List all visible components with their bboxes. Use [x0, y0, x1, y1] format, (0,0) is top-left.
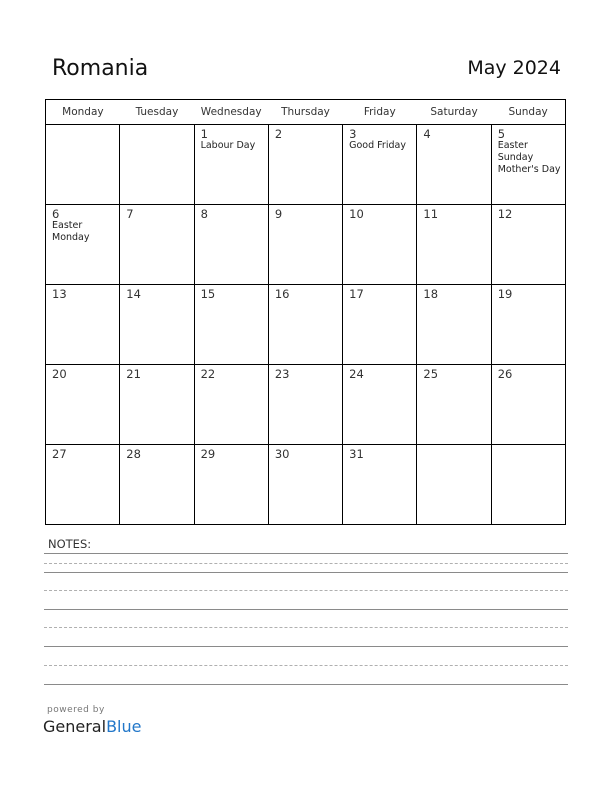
day-cell: [194, 365, 268, 445]
day-number: 3: [349, 127, 357, 141]
day-cell: [491, 445, 565, 525]
day-number: 31: [349, 447, 364, 461]
day-cell: [46, 205, 120, 285]
weekday-monday: Monday: [46, 100, 120, 125]
week-row: [46, 445, 566, 525]
day-number: 6: [52, 207, 60, 221]
country-title: Romania: [52, 56, 149, 81]
day-number: 12: [497, 207, 513, 221]
day-cell: [417, 285, 491, 365]
brand-logo: [43, 717, 141, 736]
day-number: 15: [200, 287, 216, 301]
notes-line: [44, 572, 568, 573]
day-cell: [268, 445, 342, 525]
day-number: 1: [200, 127, 208, 141]
day-cell: [194, 205, 268, 285]
brand-name-blue: Blue: [106, 717, 142, 736]
day-cell: [343, 205, 417, 285]
holiday-label: Easter Sunday: [497, 140, 534, 163]
calendar-grid: [45, 99, 566, 525]
day-cell: [491, 125, 565, 205]
day-cell: [491, 365, 565, 445]
day-cell: [46, 125, 120, 205]
day-number: 28: [126, 447, 141, 461]
notes-guide-line: [44, 590, 568, 591]
holiday-label: Easter Monday: [52, 220, 90, 243]
day-cell: [46, 285, 120, 365]
notes-line: [44, 646, 568, 647]
day-number: 13: [52, 287, 67, 301]
day-cell: [268, 125, 342, 205]
day-number: 9: [274, 207, 283, 221]
day-cell: [194, 285, 268, 365]
day-number: 14: [126, 287, 141, 301]
holiday-label: Mother's Day: [497, 164, 561, 175]
day-cell: [268, 285, 342, 365]
notes-label: NOTES:: [48, 537, 92, 551]
day-cell: [46, 365, 120, 445]
holiday-label: Good Friday: [349, 140, 406, 151]
day-number: 18: [423, 287, 439, 301]
day-number: 21: [126, 367, 141, 381]
day-cell: [268, 365, 342, 445]
day-cell: [268, 205, 342, 285]
day-cell: [120, 445, 194, 525]
day-cell: [194, 125, 268, 205]
week-row: [46, 125, 566, 205]
day-number: 22: [200, 367, 216, 381]
holiday-label: Labour Day: [200, 140, 256, 151]
notes-guide-line: [44, 627, 568, 628]
day-cell: [120, 205, 194, 285]
weekday-wednesday: Wednesday: [194, 100, 268, 125]
weekday-tuesday: Tuesday: [120, 100, 194, 125]
day-number: 26: [497, 367, 513, 381]
notes-line: [44, 609, 568, 610]
day-number: 7: [126, 207, 134, 221]
day-cell: [343, 125, 417, 205]
day-cell: [491, 205, 565, 285]
day-cell: [343, 445, 417, 525]
day-cell: [46, 445, 120, 525]
day-number: 11: [423, 207, 439, 221]
weekday-saturday: Saturday: [417, 100, 491, 125]
day-number: 23: [274, 367, 290, 381]
week-row: [46, 285, 566, 365]
powered-by-text: powered by: [47, 705, 105, 715]
day-number: 24: [349, 367, 364, 381]
day-cell: [343, 285, 417, 365]
day-cell: [491, 285, 565, 365]
day-cell: [417, 445, 491, 525]
day-number: 16: [274, 287, 290, 301]
day-number: 25: [423, 367, 439, 381]
day-number: 27: [52, 447, 67, 461]
day-number: 4: [423, 127, 431, 141]
day-number: 5: [497, 127, 506, 141]
day-cell: [417, 125, 491, 205]
day-cell: [417, 365, 491, 445]
month-title: May 2024: [467, 57, 561, 79]
day-cell: [120, 125, 194, 205]
day-cell: [343, 365, 417, 445]
day-number: 19: [497, 287, 513, 301]
notes-line: [44, 684, 568, 685]
day-number: 20: [52, 367, 67, 381]
calendar-body: [46, 125, 566, 525]
day-cell: [194, 445, 268, 525]
week-row: [46, 365, 566, 445]
week-row: [46, 205, 566, 285]
notes-guide-line: [44, 563, 568, 564]
weekday-header-row: [46, 100, 566, 125]
brand-name-general: General: [43, 717, 107, 736]
weekday-thursday: Thursday: [268, 100, 342, 125]
day-number: 29: [200, 447, 216, 461]
day-number: 8: [200, 207, 208, 221]
notes-line: [44, 553, 568, 554]
weekday-sunday: Sunday: [491, 100, 565, 125]
day-number: 17: [349, 287, 364, 301]
weekday-friday: Friday: [343, 100, 417, 125]
day-number: 2: [274, 127, 283, 141]
day-cell: [417, 205, 491, 285]
day-cell: [120, 285, 194, 365]
notes-guide-line: [44, 665, 568, 666]
day-number: 10: [349, 207, 364, 221]
day-cell: [120, 365, 194, 445]
day-number: 30: [274, 447, 290, 461]
